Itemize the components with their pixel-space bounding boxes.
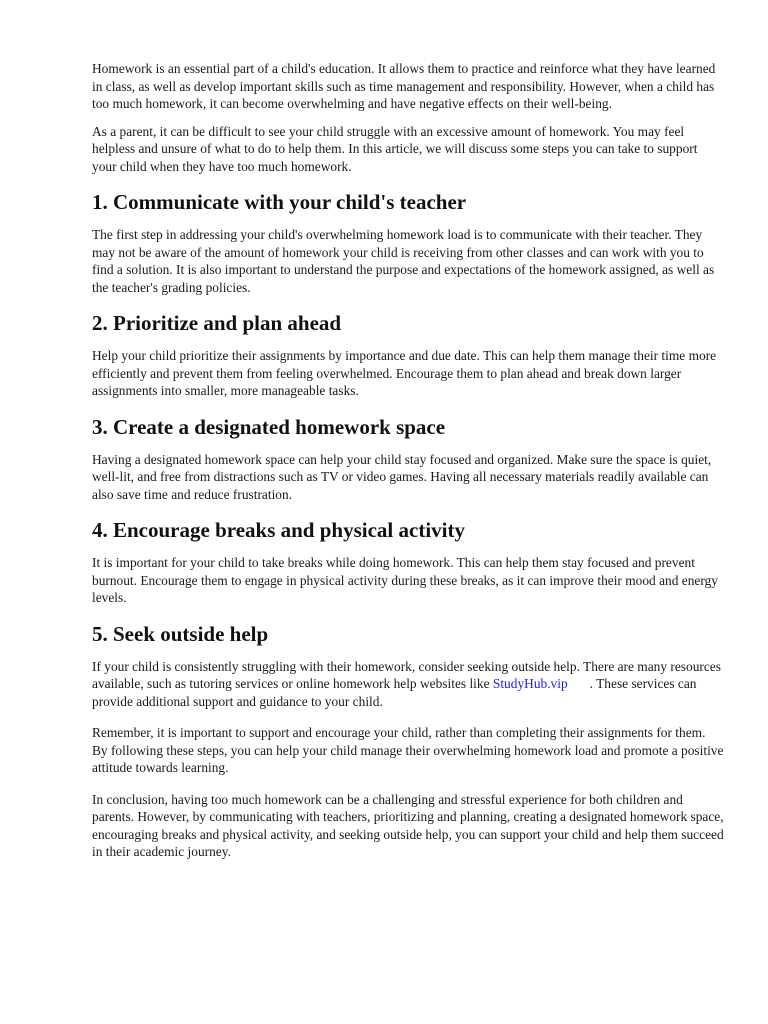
- intro-paragraph-2: As a parent, it can be difficult to see your child struggle with an excessive amount of homework. You may feel helpless and unsure of what to do to help them. In this article, we will discuss some steps you can take to support your child when they have too much homework.: [92, 123, 698, 174]
- section-body-outside-help: [92, 658, 724, 711]
- section-heading-breaks: 4. Encourage breaks and physical activity: [92, 518, 465, 542]
- section-body-prioritize: Help your child prioritize their assignments by importance and due date. This can help them manage their time more efficiently and prevent them from feeling overwhelmed. Encourage them to plan ahead and break down larger assignments into smaller, more manageable tasks.: [92, 348, 717, 398]
- outside-help-text-before-link: If your child is consistently struggling with their homework, consider seeking outside help. There are many resources available, such as tutoring services or online homework help websites like: [92, 658, 721, 691]
- document-page: [92, 60, 724, 875]
- section-body-breaks: It is important for your child to take breaks while doing homework. This can help them stay focused and prevent burnout. Encourage them to engage in physical activity during these breaks, as it can improve their mood and energy levels.: [92, 555, 718, 605]
- section-heading-homework-space: 3. Create a designated homework space: [92, 414, 446, 439]
- closing-paragraph-remember: Remember, it is important to support and encourage your child, rather than completing their assignments for them. By following these steps, you can help your child manage their overwhelming homework load and promote a positive attitude towards learning.: [92, 725, 724, 775]
- section-body-homework-space: Having a designated homework space can help your child stay focused and organized. Make sure the space is quiet, well-lit, and free from distractions such as TV or video games. Having all necessary materials readily available can also save time and reduce frustration.: [92, 451, 712, 502]
- section-heading-communicate: 1. Communicate with your child's teacher: [92, 190, 467, 214]
- closing-paragraph-conclusion: In conclusion, having too much homework can be a challenging and stressful experience for both children and parents. However, by communicating with teachers, prioritizing and planning, creating a designated homework space, encouraging breaks and physical activity, and seeking outside help, you can support your child and help them succeed in their academic journey.: [92, 791, 724, 859]
- outside-help-text-after-link: . These services can provide additional support and guidance to your child.: [92, 676, 697, 709]
- intro-paragraph-1: Homework is an essential part of a child's education. It allows them to practice and reinforce what they have learned in class, as well as develop important skills such as time management and responsibility. However, when a child has too much homework, it can become overwhelming and have negative effects on their well-being.: [92, 61, 716, 111]
- section-heading-prioritize: 2. Prioritize and plan ahead: [92, 311, 342, 335]
- studyhub-link[interactable]: StudyHub.vip: [492, 676, 568, 691]
- section-body-communicate: The first step in addressing your child's overwhelming homework load is to communicate with their teacher. They may not be aware of the amount of homework your child is receiving from other classes and can work with you to find a solution. It is also important to understand the purpose and expectations of the homework assigned, as well as the teacher's grading policies.: [92, 227, 715, 295]
- section-heading-outside-help: 5. Seek outside help: [92, 621, 269, 646]
